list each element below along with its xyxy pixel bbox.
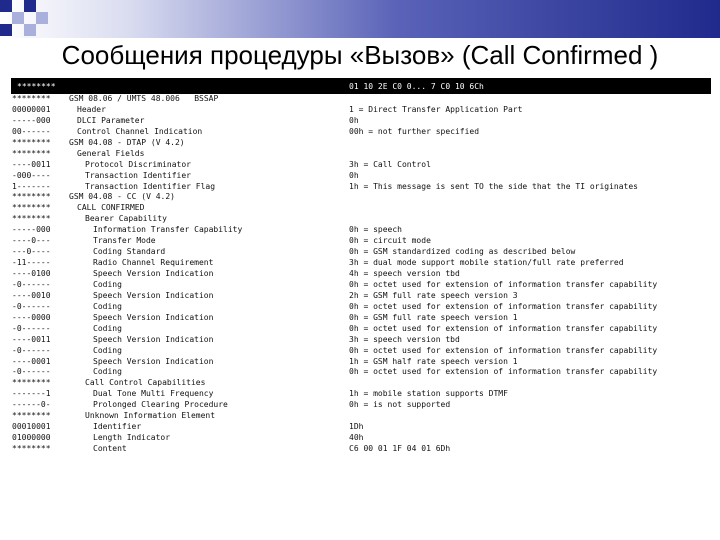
row-description: Length Indicator: [93, 433, 171, 443]
row-value: 0h: [349, 170, 359, 180]
decoder-row: [11, 291, 711, 302]
decoder-row: [11, 192, 711, 203]
decor-square: [24, 0, 36, 12]
row-description: GSM 04.08 - DTAP (V 4.2): [69, 137, 185, 147]
decoder-row: [11, 269, 711, 280]
decoder-row: [11, 433, 711, 444]
row-bit-field: -000----: [12, 170, 51, 180]
row-value: 0h: [349, 115, 359, 125]
header-hex-value: 01 10 2E C0 0... 7 C0 10 6Ch: [349, 82, 484, 91]
row-description: Coding Standard: [93, 247, 166, 257]
row-bit-field: ********: [12, 192, 51, 202]
decoder-rows: [11, 94, 711, 455]
row-value: 40h: [349, 433, 364, 443]
row-description: Transfer Mode: [93, 236, 156, 246]
row-description: Speech Version Indication: [93, 334, 214, 344]
row-description: General Fields: [77, 148, 145, 158]
decoder-row: [11, 203, 711, 214]
row-value: 0h = octet used for extension of information transfer capability: [349, 345, 658, 355]
row-bit-field: 01000000: [12, 433, 51, 443]
row-bit-field: ********: [12, 444, 51, 453]
row-bit-field: 00000001: [12, 104, 51, 114]
row-description: Coding: [93, 279, 122, 289]
row-bit-field: ----0011: [12, 159, 51, 169]
decoder-row: [11, 182, 711, 193]
decoder-row: [11, 280, 711, 291]
row-value: 0h = octet used for extension of information transfer capability: [349, 367, 658, 377]
decoder-row: [11, 160, 711, 171]
decoder-row: [11, 367, 711, 378]
decoder-row: [11, 346, 711, 357]
decoder-row: [11, 400, 711, 411]
decoder-row: [11, 411, 711, 422]
decor-square: [0, 0, 12, 12]
row-value: 4h = speech version tbd: [349, 269, 460, 278]
row-bit-field: -0------: [12, 301, 51, 311]
row-description: GSM 04.08 - CC (V 4.2): [69, 192, 175, 202]
row-bit-field: -------1: [12, 389, 51, 399]
row-bit-field: ********: [12, 137, 51, 147]
row-value: 2h = GSM full rate speech version 3: [349, 290, 518, 300]
row-bit-field: -11-----: [12, 258, 51, 268]
decoder-row: [11, 389, 711, 400]
row-value: 1h = GSM half rate speech version 1: [349, 356, 518, 366]
row-bit-field: ********: [12, 411, 51, 421]
decoder-row: [11, 247, 711, 258]
decor-square: [36, 12, 48, 24]
decor-square: [24, 24, 36, 36]
row-description: Control Channel Indication: [77, 126, 203, 136]
row-bit-field: 1-------: [12, 181, 51, 191]
decoder-row: [11, 94, 711, 105]
row-bit-field: ----0011: [12, 334, 51, 344]
row-bit-field: ----0000: [12, 312, 51, 322]
row-value: C6 00 01 1F 04 01 6Dh: [349, 444, 451, 453]
row-bit-field: -----000: [12, 115, 51, 125]
decoder-row: [11, 302, 711, 313]
row-bit-field: ********: [12, 94, 51, 103]
row-description: Protocol Discriminator: [85, 159, 191, 169]
row-value: 1 = Direct Transfer Application Part: [349, 104, 523, 114]
row-value: 3h = Call Control: [349, 159, 431, 169]
row-value: 0h = octet used for extension of information transfer capability: [349, 279, 658, 289]
row-description: CALL CONFIRMED: [77, 203, 145, 213]
row-bit-field: ********: [12, 378, 51, 388]
decoder-row: [11, 138, 711, 149]
row-value: 3h = speech version tbd: [349, 334, 460, 344]
row-description: DLCI Parameter: [77, 115, 145, 125]
row-bit-field: ********: [12, 214, 51, 224]
row-description: Unknown Information Element: [85, 411, 216, 421]
row-bit-field: -0------: [12, 323, 51, 333]
row-value: 1h = mobile station supports DTMF: [349, 389, 508, 399]
row-description: Information Transfer Capability: [93, 225, 243, 235]
row-description: Speech Version Indication: [93, 290, 214, 300]
row-description: Speech Version Indication: [93, 269, 214, 278]
row-bit-field: ---0----: [12, 247, 51, 257]
decor-square: [12, 12, 24, 24]
row-description: Header: [77, 104, 106, 114]
row-bit-field: ----0001: [12, 356, 51, 366]
decoder-row: [11, 258, 711, 269]
row-value: 1h = This message is sent TO the side that the TI originates: [349, 181, 638, 191]
row-description: GSM 08.06 / UMTS 48.006 BSSAP: [69, 94, 219, 103]
row-description: Coding: [93, 367, 122, 377]
decoder-row: [11, 236, 711, 247]
row-value: 0h = GSM standardized coding as described below: [349, 247, 576, 257]
row-description: Identifier: [93, 422, 142, 432]
row-description: Radio Channel Requirement: [93, 258, 214, 268]
row-description: Speech Version Indication: [93, 312, 214, 322]
row-value: 0h = GSM full rate speech version 1: [349, 312, 518, 322]
row-description: Bearer Capability: [85, 214, 167, 224]
row-description: Content: [93, 444, 127, 453]
row-bit-field: ********: [12, 148, 51, 158]
row-description: Transaction Identifier: [85, 170, 191, 180]
row-bit-field: ----0100: [12, 269, 51, 278]
decoder-row: [11, 127, 711, 138]
row-value: 1Dh: [349, 422, 364, 432]
decoder-row: [11, 171, 711, 182]
decoder-row: [11, 105, 711, 116]
decoder-row: [11, 225, 711, 236]
row-description: Transaction Identifier Flag: [85, 181, 216, 191]
row-description: Speech Version Indication: [93, 356, 214, 366]
slide-title: Сообщения процедуры «Вызов» (Call Confirmed ): [61, 40, 659, 70]
row-bit-field: 00010001: [12, 422, 51, 432]
row-bit-field: ----0---: [12, 236, 51, 246]
row-bit-field: -0------: [12, 367, 51, 377]
decoder-row: [11, 214, 711, 225]
row-value: 0h = speech: [349, 225, 402, 235]
decoder-row: [11, 422, 711, 433]
row-value: 0h = octet used for extension of information transfer capability: [349, 301, 658, 311]
row-bit-field: -0------: [12, 345, 51, 355]
row-description: Dual Tone Multi Frequency: [93, 389, 214, 399]
decorative-squares: [0, 0, 60, 40]
header-bits: ********: [17, 82, 56, 91]
protocol-decoder-screenshot: [11, 78, 711, 464]
row-description: Call Control Capabilities: [85, 378, 206, 388]
decoder-row: [11, 444, 711, 455]
decoder-row: [11, 313, 711, 324]
decoder-row: [11, 335, 711, 346]
row-bit-field: ------0-: [12, 400, 51, 410]
row-value: 3h = dual mode support mobile station/full rate preferred: [349, 258, 624, 268]
row-description: Coding: [93, 345, 122, 355]
decoder-row: [11, 116, 711, 127]
row-bit-field: -----000: [12, 225, 51, 235]
row-value: 00h = not further specified: [349, 126, 480, 136]
row-bit-field: 00------: [12, 126, 51, 136]
decoder-row: [11, 357, 711, 368]
row-description: Prolonged Clearing Procedure: [93, 400, 228, 410]
row-value: 0h = octet used for extension of information transfer capability: [349, 323, 658, 333]
decoder-row: [11, 378, 711, 389]
row-bit-field: ----0010: [12, 290, 51, 300]
decoder-header-bar: [11, 80, 711, 94]
row-bit-field: ********: [12, 203, 51, 213]
header-gradient-band: [0, 0, 720, 38]
row-description: Coding: [93, 301, 122, 311]
decoder-row: [11, 324, 711, 335]
row-description: Coding: [93, 323, 122, 333]
decoder-row: [11, 149, 711, 160]
row-bit-field: -0------: [12, 279, 51, 289]
row-value: 0h = circuit mode: [349, 236, 431, 246]
decor-square: [0, 24, 12, 36]
row-value: 0h = is not supported: [349, 400, 451, 410]
